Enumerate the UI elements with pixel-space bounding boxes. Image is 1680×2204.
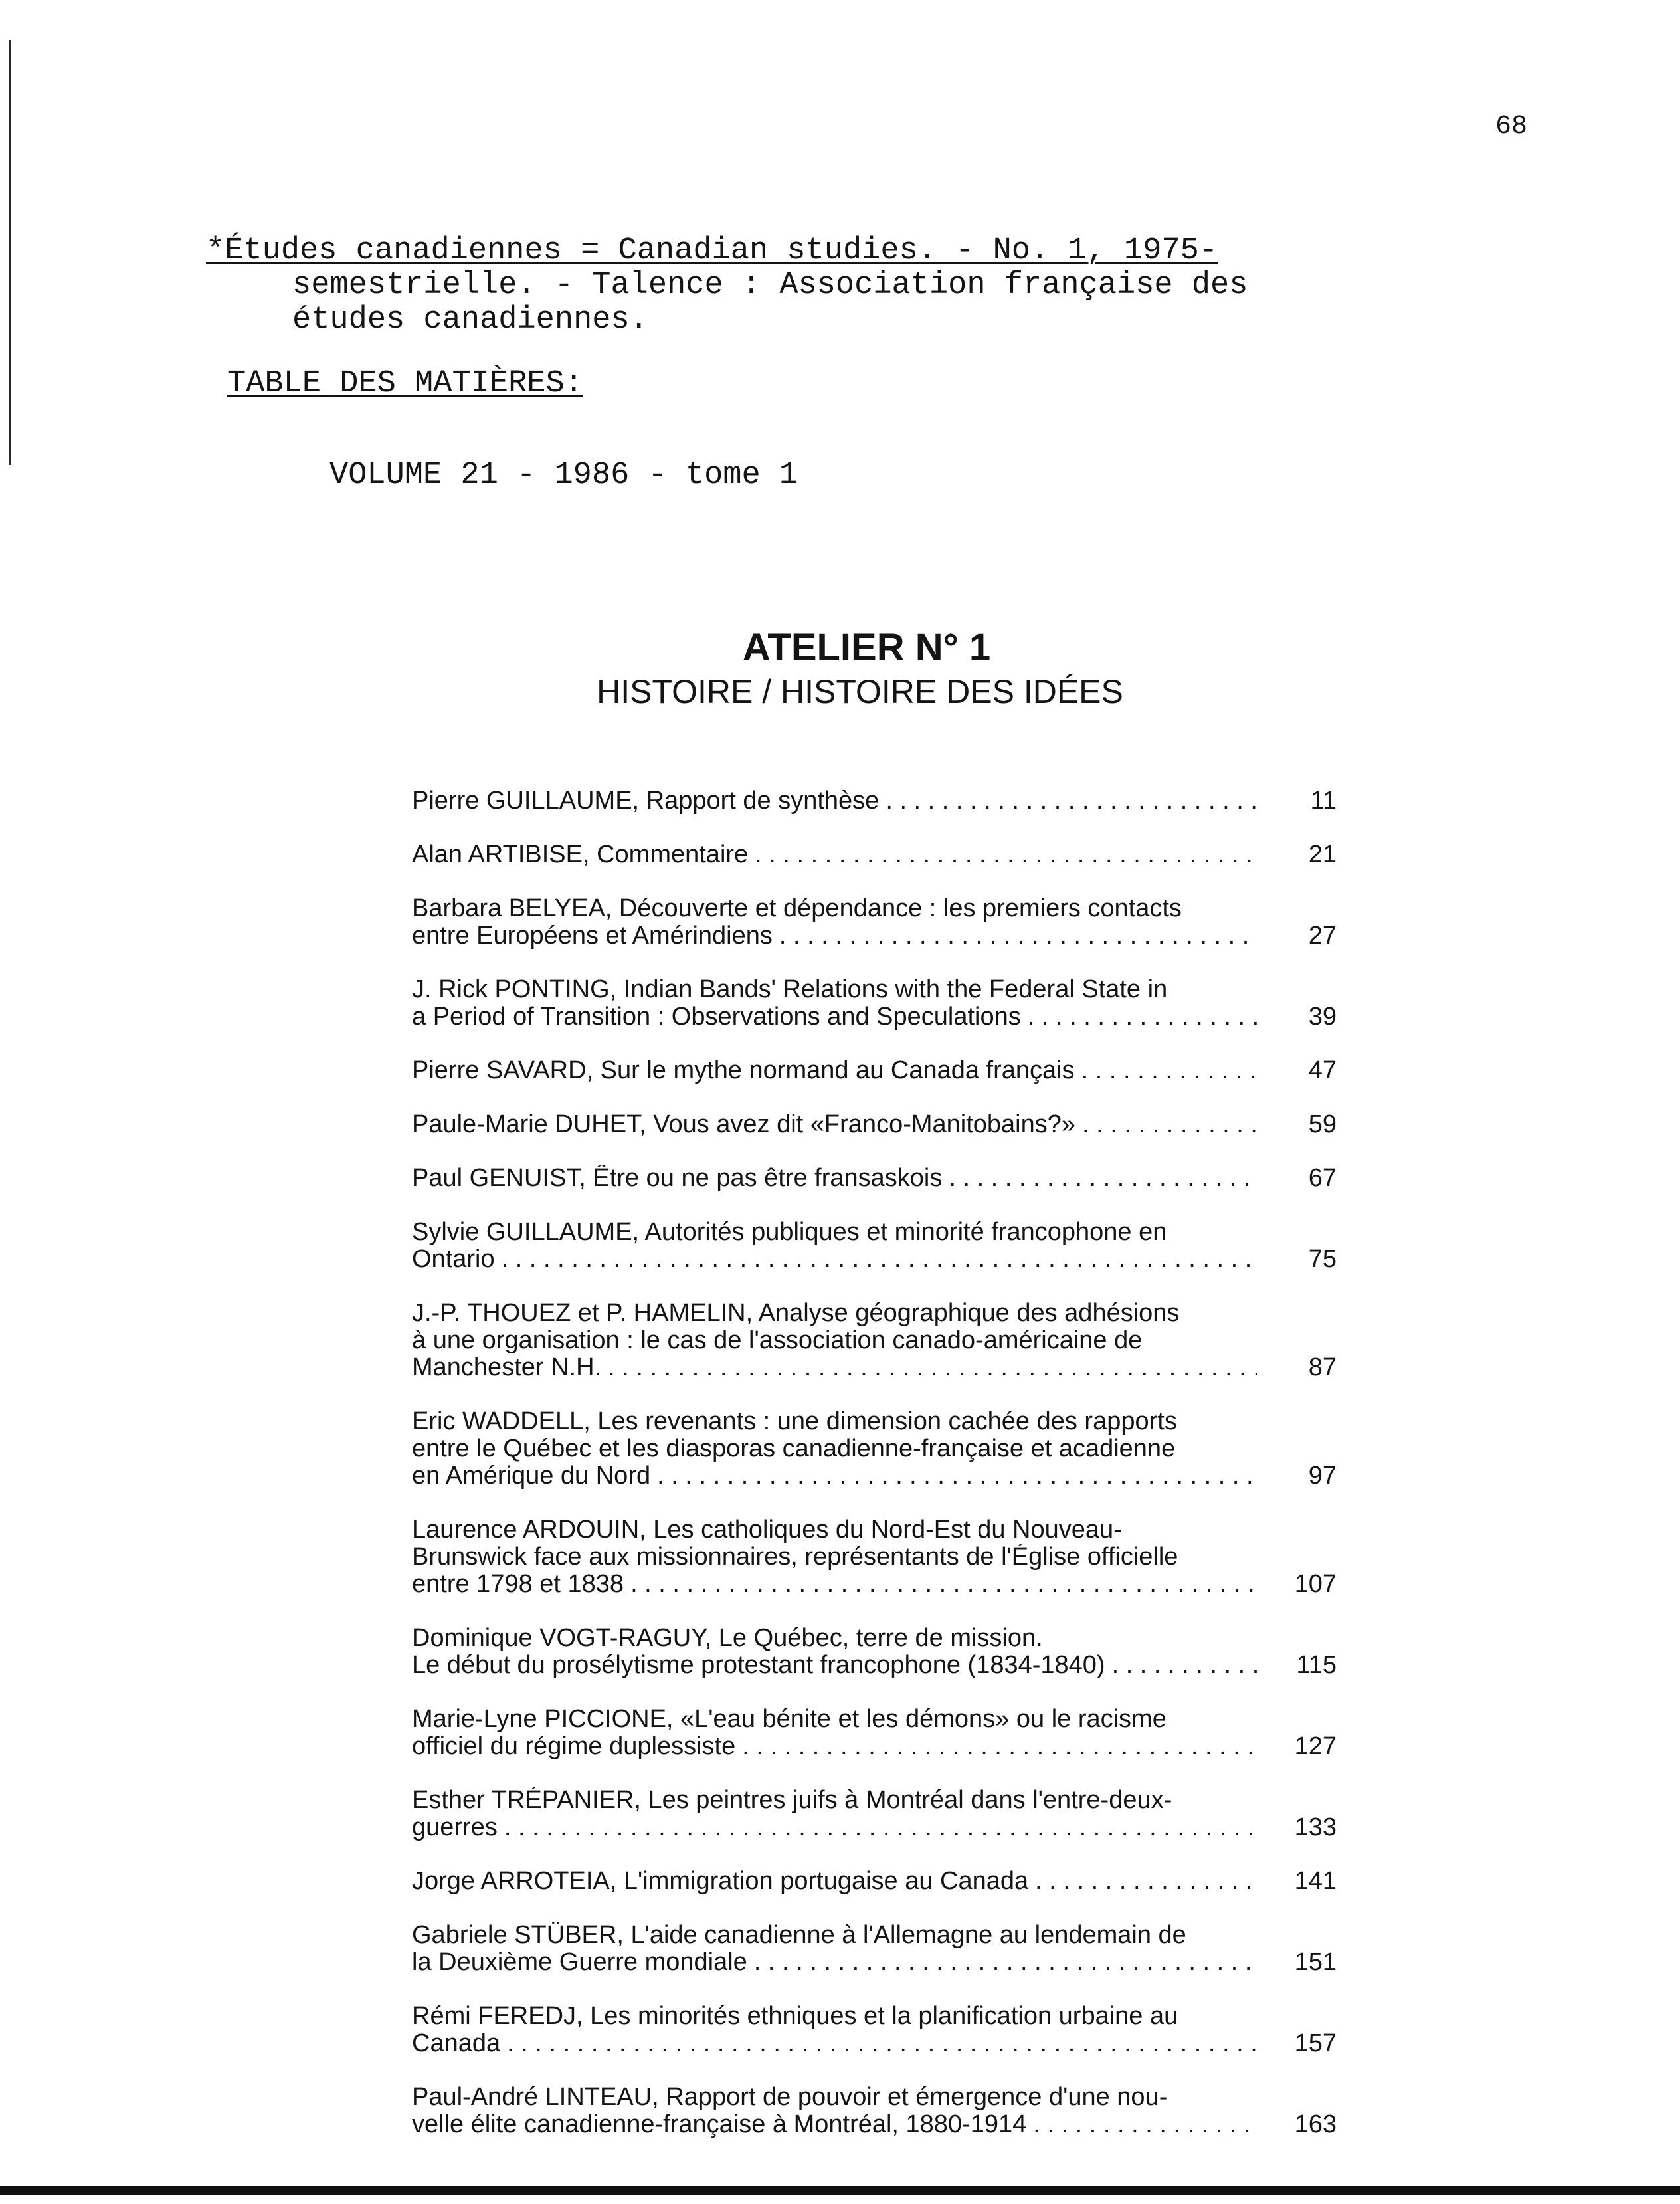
toc-entry-line xyxy=(412,1516,1257,1544)
toc-entry-line xyxy=(412,1003,1257,1031)
toc-entry-line-text: entre 1798 et 1838 xyxy=(412,1571,624,1598)
toc-entry-text xyxy=(412,1787,1257,1841)
dot-leader xyxy=(1021,1003,1257,1031)
toc-entry-page-number: 141 xyxy=(1294,1867,1337,1895)
toc-entry-line xyxy=(412,1219,1257,1246)
toc-entry-line xyxy=(412,1462,1257,1490)
dot-leader xyxy=(500,2030,1257,2057)
toc-entry xyxy=(412,1111,1337,1138)
toc-entry-page-number: 11 xyxy=(1310,787,1337,815)
toc-entry-line-text: Jorge ARROTEIA, L'immigration portugaise au Canada xyxy=(412,1868,1029,1895)
toc-entry-line-text: Pierre GUILLAUME, Rapport de synthèse xyxy=(412,787,880,815)
toc-entry-line-text: Rémi FEREDJ, Les minorités ethniques et la planification urbaine au xyxy=(412,2003,1178,2030)
toc-entry-page-number: 127 xyxy=(1294,1732,1337,1760)
toc-entry-page-number: 27 xyxy=(1308,922,1337,950)
toc-entry xyxy=(412,2003,1337,2057)
toc-entry-line-text: entre Européens et Amérindiens xyxy=(412,922,773,950)
left-margin-rule xyxy=(9,40,11,465)
toc-entry-page-number: 75 xyxy=(1308,1245,1337,1273)
reference-line-2: semestrielle. - Talence : Association française des xyxy=(292,268,1248,303)
toc-entry-line xyxy=(412,1544,1257,1571)
toc-entry-text xyxy=(412,1706,1257,1760)
toc-entry-line xyxy=(412,895,1257,922)
toc-entry-line xyxy=(412,1327,1257,1354)
toc-entry-line xyxy=(412,2084,1257,2111)
toc-entry-text xyxy=(412,1165,1257,1192)
toc-entry-text xyxy=(412,1111,1257,1138)
section-title: ATELIER N° 1 xyxy=(742,626,991,669)
toc-entry-line-text: Paul-André LINTEAU, Rapport de pouvoir et émergence d'une nou- xyxy=(412,2084,1168,2111)
toc-entry xyxy=(412,1922,1337,1976)
bibliographic-reference xyxy=(206,234,1402,338)
dot-leader xyxy=(1075,1057,1257,1084)
reference-line-1 xyxy=(206,234,1402,268)
section-subtitle: HISTOIRE / HISTOIRE DES IDÉES xyxy=(597,673,1123,710)
toc-entry-line xyxy=(412,1408,1257,1435)
toc-entry-line xyxy=(412,1868,1257,1895)
dot-leader xyxy=(1105,1652,1257,1679)
toc-entry-page-number: 157 xyxy=(1294,2029,1337,2057)
toc-entry-line-text: à une organisation : le cas de l'association canado-américaine de xyxy=(412,1327,1143,1354)
reference-title: *Études canadiennes = Canadian studies. - No. 1, 1975- xyxy=(206,233,1218,268)
toc-entry-text xyxy=(412,1300,1257,1381)
toc-entry-page-number: 21 xyxy=(1308,841,1337,868)
toc-entry-line xyxy=(412,1435,1257,1462)
toc-entry xyxy=(412,1868,1337,1895)
toc-entry-text xyxy=(412,2003,1257,2057)
toc-entry-line xyxy=(412,1354,1257,1381)
toc-entry-text xyxy=(412,1625,1257,1679)
dot-leader xyxy=(1028,1868,1257,1895)
dot-leader xyxy=(748,841,1257,868)
toc-entry-line-text: Gabriele STÜBER, L'aide canadienne à l'Allemagne au lendemain de xyxy=(412,1922,1186,1949)
dot-leader xyxy=(879,787,1257,815)
toc-entry xyxy=(412,1625,1337,1679)
toc-entry-line-text: entre le Québec et les diasporas canadienne-française et acadienne xyxy=(412,1435,1176,1462)
toc-entry-line xyxy=(412,1625,1257,1652)
toc-entry-line xyxy=(412,976,1257,1003)
toc-entry xyxy=(412,787,1337,815)
toc-entry-text xyxy=(412,1408,1257,1490)
toc-entry-line-text: Manchester N.H. xyxy=(412,1354,602,1381)
toc-entry-text xyxy=(412,841,1257,868)
toc-entry-page-number: 39 xyxy=(1308,1003,1337,1031)
toc-entry-page-number: 97 xyxy=(1308,1462,1337,1490)
toc-entry-line xyxy=(412,2111,1257,2138)
toc-entry-line-text: a Period of Transition : Observations and Speculations xyxy=(412,1003,1021,1031)
contents-list xyxy=(412,787,1337,2165)
dot-leader xyxy=(650,1462,1257,1490)
toc-entry-line xyxy=(412,787,1257,815)
toc-entry-line-text: Le début du prosélytisme protestant francophone (1834-1840) xyxy=(412,1652,1105,1679)
toc-entry xyxy=(412,841,1337,868)
toc-entry xyxy=(412,1706,1337,1760)
toc-entry-line-text: Eric WADDELL, Les revenants : une dimension cachée des rapports xyxy=(412,1408,1177,1435)
dot-leader xyxy=(773,922,1257,950)
toc-entry-line xyxy=(412,1246,1257,1273)
toc-entry-page-number: 47 xyxy=(1308,1056,1337,1084)
page-number: 68 xyxy=(1495,112,1527,142)
toc-entry-line-text: Ontario xyxy=(412,1246,495,1273)
toc-entry-line xyxy=(412,1949,1257,1976)
toc-entry-line-text: Canada xyxy=(412,2030,501,2057)
dot-leader xyxy=(498,1814,1257,1841)
toc-entry-line-text: Sylvie GUILLAUME, Autorités publiques et minorité francophone en xyxy=(412,1219,1167,1246)
toc-entry-line-text: Esther TRÉPANIER, Les peintres juifs à Montréal dans l'entre-deux- xyxy=(412,1787,1172,1814)
toc-entry-page-number: 133 xyxy=(1294,1813,1337,1841)
toc-entry-text xyxy=(412,1516,1257,1598)
toc-entry xyxy=(412,1165,1337,1192)
toc-entry xyxy=(412,1787,1337,1841)
toc-entry-text xyxy=(412,2084,1257,2138)
toc-entry-line xyxy=(412,922,1257,950)
dot-leader xyxy=(735,1733,1257,1760)
toc-entry-line-text: Paule-Marie DUHET, Vous avez dit «Franco-Manitobains?» xyxy=(412,1111,1076,1138)
volume-line: VOLUME 21 - 1986 - tome 1 xyxy=(329,458,798,493)
toc-entry-page-number: 87 xyxy=(1308,1353,1337,1381)
toc-entry-text xyxy=(412,1057,1257,1084)
toc-entry-text xyxy=(412,976,1257,1031)
toc-entry-line-text: guerres xyxy=(412,1814,498,1841)
toc-entry-line-text: J.-P. THOUEZ et P. HAMELIN, Analyse géographique des adhésions xyxy=(412,1300,1180,1327)
toc-entry-text xyxy=(412,1868,1257,1895)
table-of-contents-label: TABLE DES MATIÈRES: xyxy=(227,366,583,401)
toc-entry-line-text: officiel du régime duplessiste xyxy=(412,1733,736,1760)
toc-entry xyxy=(412,895,1337,950)
toc-entry xyxy=(412,1300,1337,1381)
dot-leader xyxy=(747,1949,1257,1976)
toc-entry-text xyxy=(412,895,1257,950)
toc-entry-line xyxy=(412,1814,1257,1841)
toc-entry-line-text: J. Rick PONTING, Indian Bands' Relations with the Federal State in xyxy=(412,976,1168,1003)
toc-entry-line xyxy=(412,2030,1257,2057)
toc-entry xyxy=(412,1219,1337,1273)
toc-entry-line xyxy=(412,1057,1257,1084)
toc-entry-line-text: Barbara BELYEA, Découverte et dépendance : les premiers contacts xyxy=(412,895,1182,922)
toc-entry-line-text: Paul GENUIST, Être ou ne pas être fransaskois xyxy=(412,1165,943,1192)
toc-entry-line xyxy=(412,1111,1257,1138)
toc-entry-page-number: 67 xyxy=(1308,1164,1337,1192)
toc-entry-line xyxy=(412,1571,1257,1598)
toc-entry-line-text: Marie-Lyne PICCIONE, «L'eau bénite et les démons» ou le racisme xyxy=(412,1706,1167,1733)
toc-entry-line xyxy=(412,1787,1257,1814)
toc-entry-line-text: Dominique VOGT-RAGUY, Le Québec, terre de mission. xyxy=(412,1625,1043,1652)
dot-leader xyxy=(942,1165,1257,1192)
toc-entry-line xyxy=(412,1652,1257,1679)
toc-entry-line-text: Pierre SAVARD, Sur le mythe normand au Canada français xyxy=(412,1057,1075,1084)
toc-entry xyxy=(412,1408,1337,1490)
toc-entry-line-text: Brunswick face aux missionnaires, représentants de l'Église officielle xyxy=(412,1544,1178,1571)
toc-entry-line-text: Alan ARTIBISE, Commentaire xyxy=(412,841,749,868)
toc-entry-page-number: 151 xyxy=(1294,1948,1337,1976)
toc-entry-line xyxy=(412,1706,1257,1733)
toc-entry-page-number: 115 xyxy=(1296,1651,1337,1679)
toc-entry xyxy=(412,976,1337,1031)
toc-entry xyxy=(412,1057,1337,1084)
toc-entry-text xyxy=(412,1922,1257,1976)
toc-entry-text xyxy=(412,787,1257,815)
toc-entry xyxy=(412,1516,1337,1598)
toc-entry-line xyxy=(412,1165,1257,1192)
toc-entry-line xyxy=(412,1300,1257,1327)
section-heading xyxy=(0,625,1680,712)
bottom-rule xyxy=(0,2186,1680,2195)
reference-line-3: études canadiennes. xyxy=(292,302,648,338)
toc-entry-line xyxy=(412,1733,1257,1760)
toc-entry xyxy=(412,2084,1337,2138)
toc-entry-page-number: 107 xyxy=(1294,1570,1337,1598)
toc-entry-line-text: en Amérique du Nord xyxy=(412,1462,651,1490)
toc-entry-text xyxy=(412,1219,1257,1273)
dot-leader xyxy=(601,1354,1257,1381)
toc-entry-line-text: Laurence ARDOUIN, Les catholiques du Nord-Est du Nouveau- xyxy=(412,1516,1122,1544)
dot-leader xyxy=(624,1571,1257,1598)
dot-leader xyxy=(1026,2111,1257,2138)
dot-leader xyxy=(495,1246,1257,1273)
dot-leader xyxy=(1075,1111,1257,1138)
toc-entry-line xyxy=(412,841,1257,868)
toc-entry-page-number: 163 xyxy=(1294,2110,1337,2138)
toc-entry-page-number: 59 xyxy=(1308,1110,1337,1138)
toc-entry-line-text: la Deuxième Guerre mondiale xyxy=(412,1949,747,1976)
toc-entry-line xyxy=(412,2003,1257,2030)
toc-entry-line-text: velle élite canadienne-française à Montréal, 1880-1914 xyxy=(412,2111,1027,2138)
toc-entry-line xyxy=(412,1922,1257,1949)
